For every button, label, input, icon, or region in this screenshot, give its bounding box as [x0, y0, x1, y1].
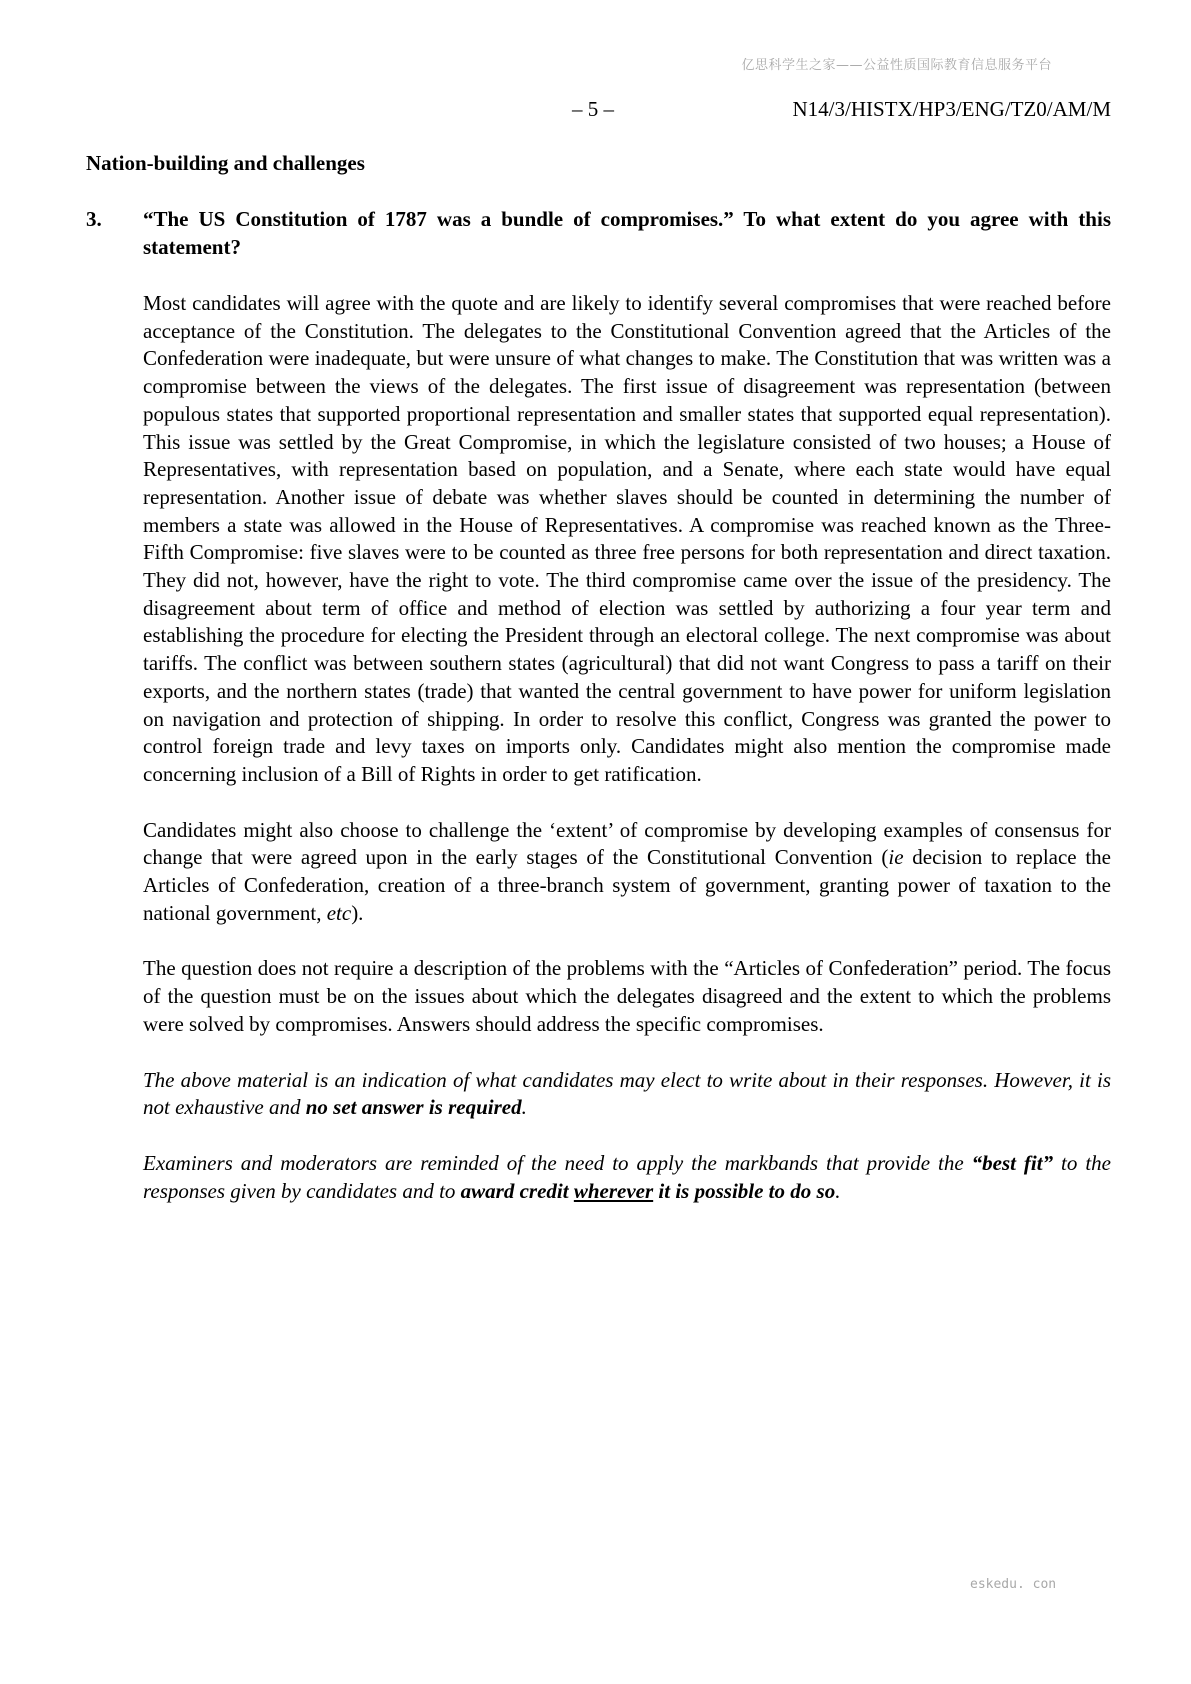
paragraph-indication-note [143, 1067, 1111, 1122]
question-text: “The US Constitution of 1787 was a bundle of compromises.” To what extent do you agree with this statement? [143, 207, 1111, 259]
wherever-emphasis: wherever [573, 1178, 654, 1203]
paragraph-examiner-reminder [143, 1150, 1111, 1205]
header-watermark: 亿思科学生之家——公益性质国际教育信息服务平台 [741, 58, 1052, 73]
paragraph-question-focus: The question does not require a description of the problems with the “Articles of Confederation” period. The focus of the question must be on the issues about which the delegates disagreed and the extent to which the problems were solved by compromises. Answers should address the specific compromises. [143, 956, 1111, 1036]
paragraph-challenge-extent [143, 817, 1111, 928]
best-fit-emphasis: “best fit” [971, 1150, 1054, 1175]
paragraph-challenge-text-c: ). [351, 900, 364, 925]
examiner-reminder-text-b: to the responses given by candidates and to [143, 1150, 1111, 1203]
question-number: 3. [86, 207, 102, 231]
footer-watermark: eskedu. con [970, 1577, 1057, 1592]
examiner-reminder-text-a: Examiners and moderators are reminded of the need to apply the markbands that provide the [143, 1150, 972, 1175]
paragraph-challenge-text-b: decision to replace the Articles of Confederation, creation of a three-branch system of government, granting power of taxation to the national government, [143, 845, 1111, 925]
no-set-answer-emphasis: no set answer is required [305, 1095, 522, 1120]
indication-note-text-c: . [521, 1095, 527, 1120]
etc-abbreviation: etc [326, 900, 352, 925]
indication-note-text-a: The above material is an indication of what candidates may elect to write about in their responses. However, it is not exhaustive and [143, 1067, 1111, 1120]
question-block [86, 206, 1111, 261]
award-credit-emphasis: award credit [460, 1178, 574, 1203]
section-heading: Nation-building and challenges [86, 151, 365, 175]
examiner-reminder-text-c: . [835, 1178, 841, 1203]
markscheme-body [143, 290, 1111, 1233]
page-number: – 5 – [572, 97, 614, 121]
paragraph-compromises: Most candidates will agree with the quote and are likely to identify several compromises that were reached before acceptance of the Constitution. The delegates to the Constitutional Convention agreed that the Articles of the Confederation were inadequate, but were unsure of what changes to make. The Constitution that was written was a compromise between the views of the delegates. The first issue of disagreement was representation (between populous states that supported proportional representation and smaller states that supported equal representation). This issue was settled by the Great Compromise, in which the legislature consisted of two houses; a House of Representatives, with representation based on population, and a Senate, where each state would have equal representation. Another issue of debate was whether slaves should be counted in determining the number of members a state was allowed in the House of Representatives. A compromise was reached known as the Three-Fifth Compromise: five slaves were to be counted as three free persons for both representation and direct taxation. They did not, however, have the right to vote. The third compromise came over the issue of the presidency. The disagreement about term of office and method of election was settled by authorizing a four year term and establishing the procedure for electing the President through an electoral college. The next compromise was about tariffs. The conflict was between southern states (agricultural) that did not want Congress to pass a tariff on their exports, and the northern states (trade) that wanted the central government to have power for uniform legislation on navigation and protection of shipping. In order to resolve this conflict, Congress was granted the power to control foreign trade and levy taxes on imports only. Candidates might also mention the compromise made concerning inclusion of a Bill of Rights in order to get ratification. [143, 291, 1111, 786]
paragraph-challenge-text-a: Candidates might also choose to challenge the ‘extent’ of compromise by developing examples of consensus for change that were agreed upon in the early stages of the Constitutional Convention ( [143, 817, 1111, 870]
possible-emphasis: it is possible to do so [653, 1178, 836, 1203]
ie-abbreviation: ie [888, 845, 904, 870]
document-code: N14/3/HISTX/HP3/ENG/TZ0/AM/M [792, 97, 1111, 121]
